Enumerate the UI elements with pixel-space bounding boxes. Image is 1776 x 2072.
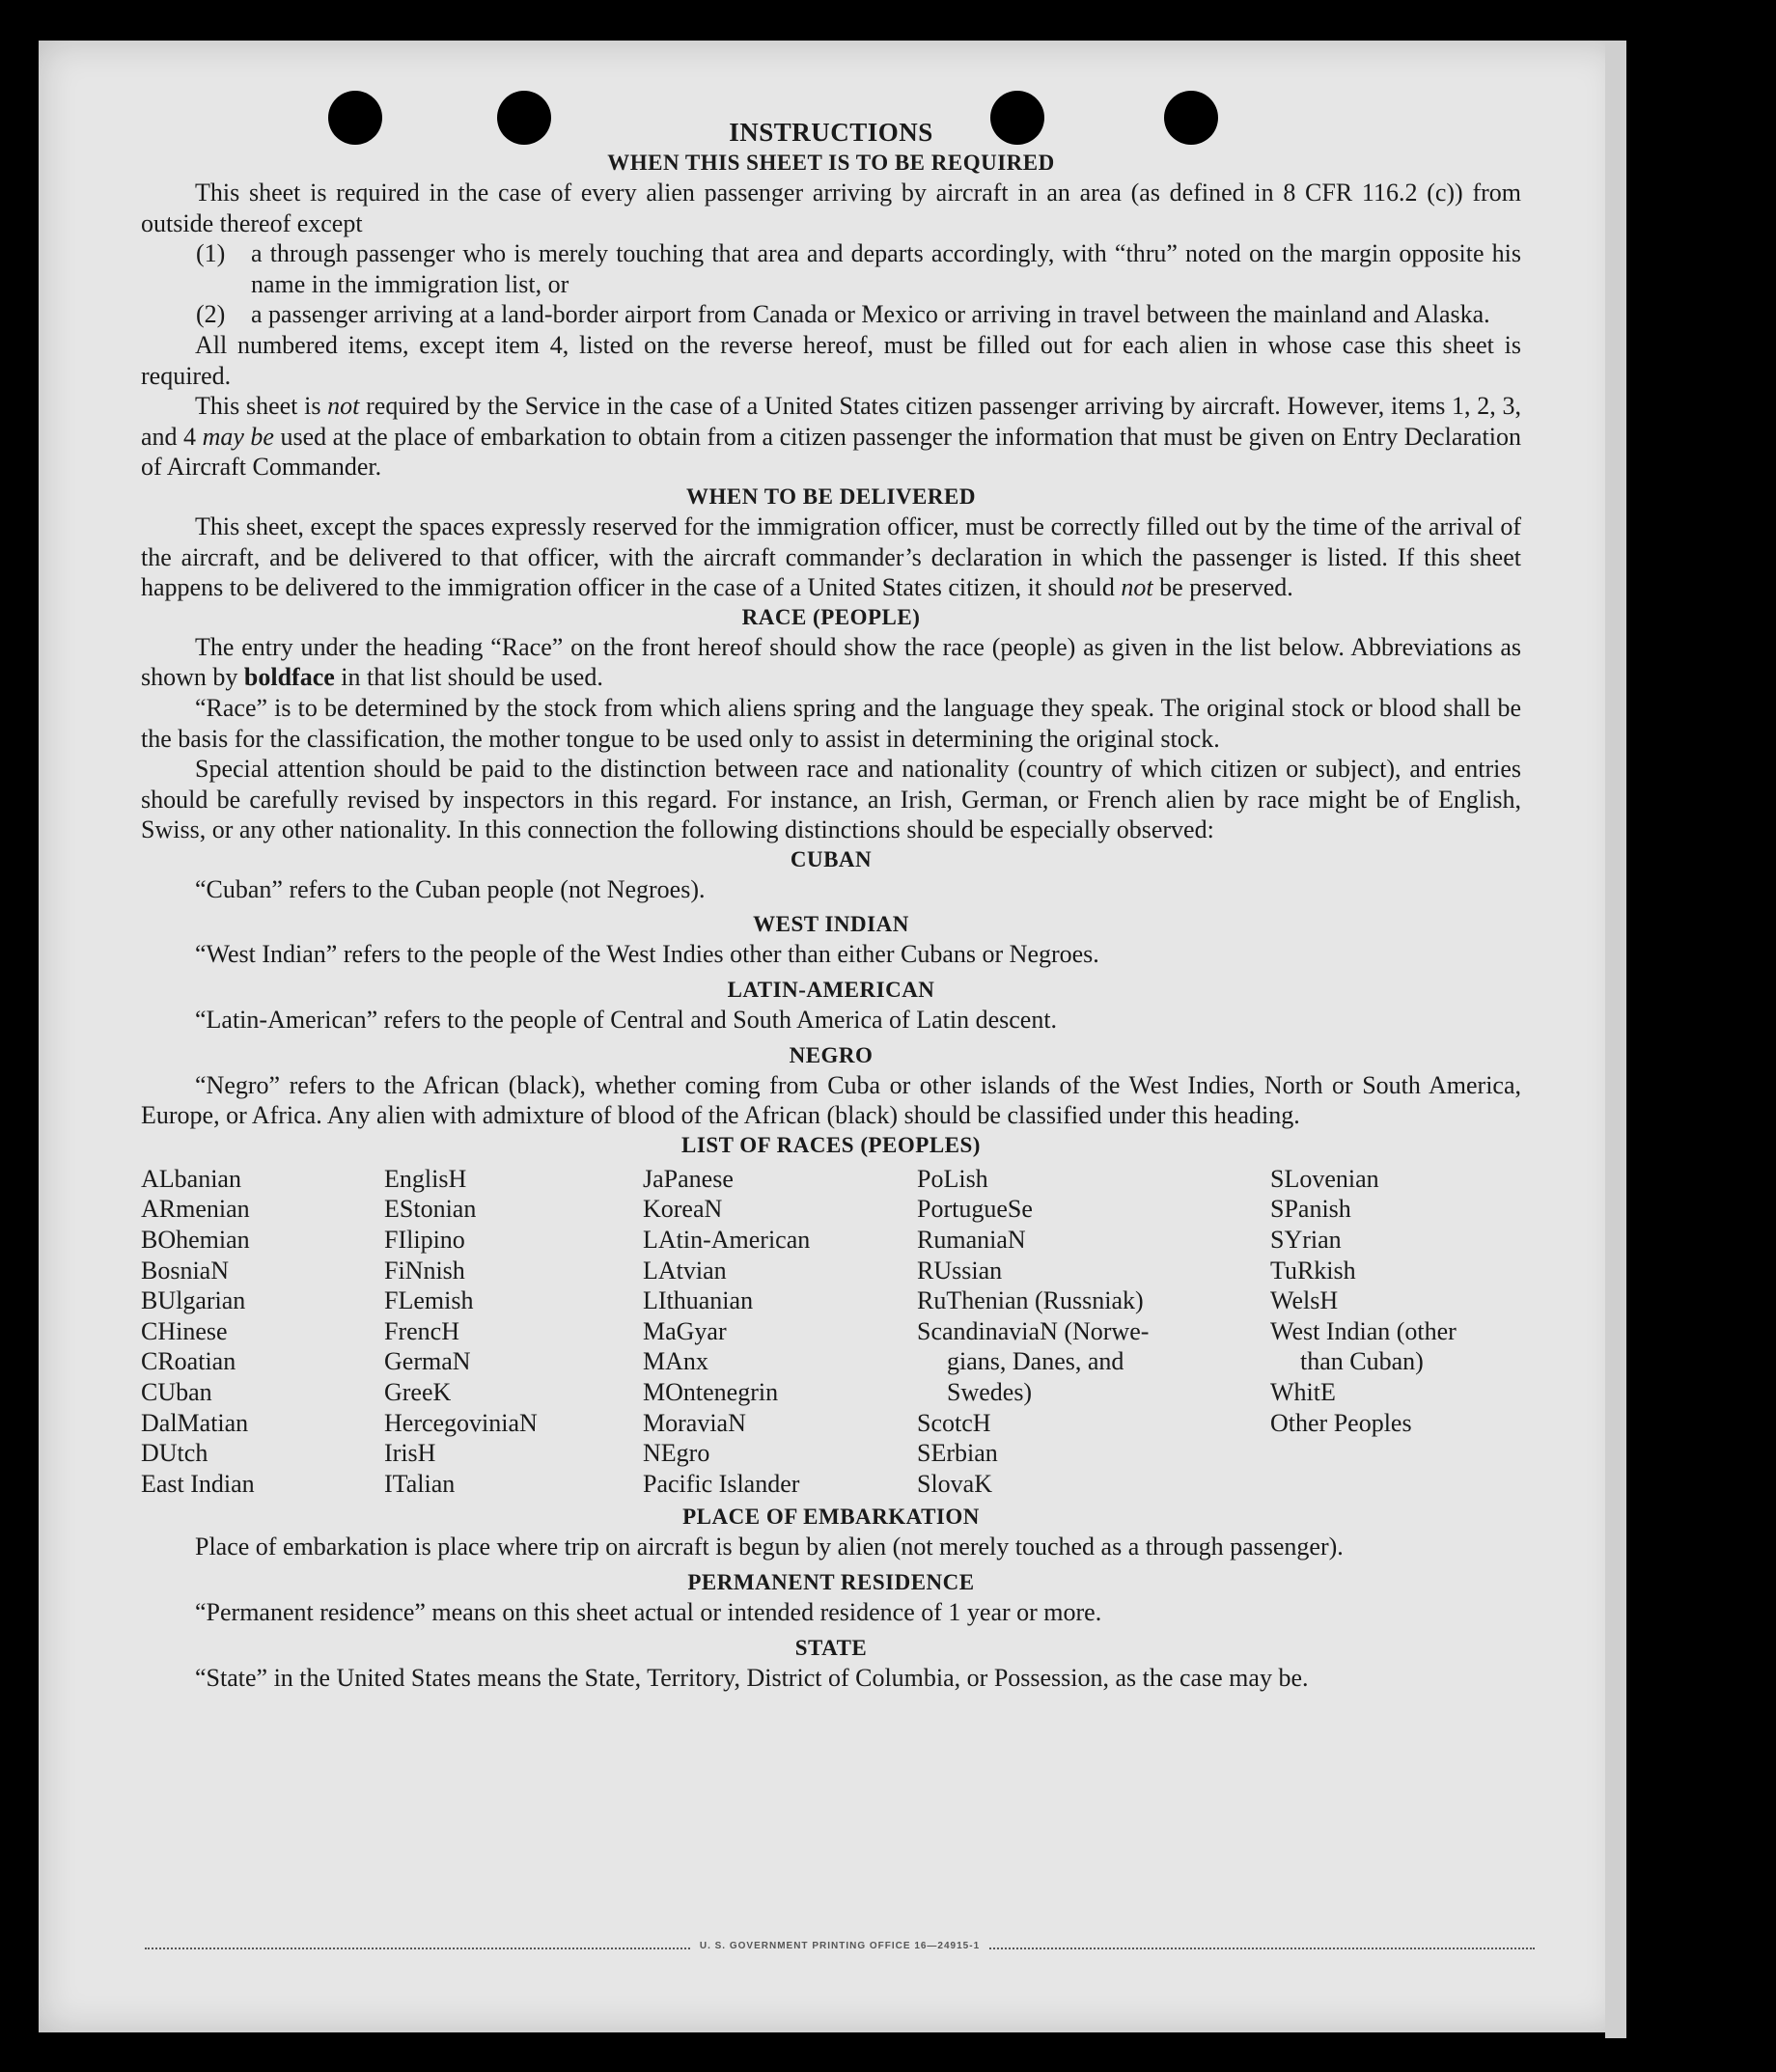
races-list xyxy=(141,1164,1521,1500)
race-entry: TuRkish xyxy=(1270,1256,1356,1285)
race-entry: DalMatian xyxy=(141,1408,249,1437)
race-entry: MOntenegrin xyxy=(643,1378,779,1406)
race-entry: PoLish xyxy=(917,1164,988,1193)
race-entry: FLemish xyxy=(384,1286,474,1315)
race-entry: JaPanese xyxy=(643,1164,734,1193)
races-column-1 xyxy=(141,1164,384,1500)
race-entry: BUlgarian xyxy=(141,1286,246,1315)
race-entry: MAnx xyxy=(643,1347,708,1376)
races-column-5 xyxy=(1270,1164,1521,1500)
race-entry: RuThenian (Russniak) xyxy=(917,1286,1144,1315)
race-entry: BOhemian xyxy=(141,1226,250,1255)
item-text: a through passenger who is merely touching that area and departs accordingly, with “thru” noted on the margin opposite his name in the immigration list, or xyxy=(251,239,1521,298)
heading-list-of-races: LIST OF RACES (PEOPLES) xyxy=(681,1132,981,1157)
delivery-paragraph: This sheet, except the spaces expressly reserved for the immigration officer, must be correctly filled out by the time of the arrival of the aircraft, and be delivered to that officer, with the aircraft commander’s declaration in which the passenger is listed. If this sheet happens to be delivered to the immigration officer in the case of a United States citizen, it should not be preserved. xyxy=(141,511,1521,602)
race-entry: Pacific Islander xyxy=(643,1469,800,1498)
race-paragraph-3: Special attention should be paid to the distinction between race and nationality (country of which citizen or subject), and entries should be carefully revised by inspectors in this regard. For instance, an Irish, German, or French alien by race might be of English, Swiss, or any other nationality. In this connection the following distinctions should be especially observed: xyxy=(141,755,1521,844)
race-entry: PortugueSe xyxy=(917,1195,1033,1224)
numbered-items-paragraph: All numbered items, except item 4, listed on the reverse hereof, must be filled out for each alien in whose case this sheet is required. xyxy=(141,330,1521,390)
heading-place-of-embarkation: PLACE OF EMBARKATION xyxy=(682,1505,980,1530)
race-entry: ITalian xyxy=(384,1469,456,1498)
race-entry: MoraviaN xyxy=(643,1408,746,1437)
race-paragraph-2: “Race” is to be determined by the stock from which aliens spring and the language they speak. The original stock or blood shall be the basis for the classification, the mother tongue to be used only to assist in determining the original stock. xyxy=(141,693,1521,753)
cuban-definition: “Cuban” refers to the Cuban people (not Negroes). xyxy=(195,874,706,903)
race-entry: CUban xyxy=(141,1378,212,1406)
paper-edge xyxy=(1605,41,1626,2038)
race-entry: SErbian xyxy=(917,1439,998,1468)
race-entry: NEgro xyxy=(643,1439,710,1468)
heading-when-required: WHEN THIS SHEET IS TO BE REQUIRED xyxy=(607,151,1055,175)
race-entry: GreeK xyxy=(384,1378,452,1406)
citizen-paragraph: This sheet is not required by the Service in the case of a United States citizen passenger arriving by aircraft. However, items 1, 2, 3, and 4 may be used at the place of embarkation to obtain from a citizen passenger the information that must be given on Entry Declaration of Aircraft Commander. xyxy=(141,392,1521,482)
race-entry: SlovaK xyxy=(917,1469,992,1498)
race-entry: Other Peoples xyxy=(1270,1408,1412,1437)
races-column-3 xyxy=(643,1164,917,1500)
heading-west-indian: WEST INDIAN xyxy=(753,912,909,937)
instructions-document xyxy=(141,116,1521,1693)
races-column-2 xyxy=(384,1164,643,1500)
races-column-4 xyxy=(917,1164,1270,1500)
race-entry: ScandinaviaN (Norwe- xyxy=(917,1316,1150,1345)
race-entry: DUtch xyxy=(141,1439,208,1468)
race-entry: LIthuanian xyxy=(643,1286,754,1315)
race-entry: EStonian xyxy=(384,1195,477,1224)
race-entry: SYrian xyxy=(1270,1226,1342,1255)
race-entry: WelsH xyxy=(1270,1286,1339,1315)
exception-item-1 xyxy=(196,238,1521,299)
state-definition: “State” in the United States means the State, Territory, District of Columbia, or Possession, as the case may be. xyxy=(195,1663,1309,1692)
heading-race: RACE (PEOPLE) xyxy=(741,604,921,629)
heading-permanent-residence: PERMANENT RESIDENCE xyxy=(687,1569,975,1594)
race-entry: EnglisH xyxy=(384,1164,467,1193)
race-entry-continued: Swedes) xyxy=(947,1378,1033,1406)
race-entry: FIlipino xyxy=(384,1226,465,1255)
race-entry: FiNnish xyxy=(384,1256,465,1285)
heading-state: STATE xyxy=(794,1635,868,1660)
heading-when-delivered: WHEN TO BE DELIVERED xyxy=(686,483,976,509)
race-entry: FrencH xyxy=(384,1316,459,1345)
race-entry: ARmenian xyxy=(141,1195,250,1224)
race-entry: IrisH xyxy=(384,1439,436,1468)
heading-negro: NEGRO xyxy=(789,1042,874,1067)
race-entry: WhitE xyxy=(1270,1378,1336,1406)
item-number: (1) xyxy=(196,239,226,268)
race-paragraph-1: The entry under the heading “Race” on the front hereof should show the race (people) as given in the list below. Abbreviations as shown by boldface in that list should be used. xyxy=(141,632,1521,692)
negro-definition: “Negro” refers to the African (black), whether coming from Cuba or other islands of the West Indies, North or South America, Europe, or Africa. Any alien with admixture of blood of the African (black) should be classified under this heading. xyxy=(141,1070,1521,1130)
printer-imprint: U. S. GOVERNMENT PRINTING OFFICE 16—24915-1 xyxy=(145,1948,1535,1960)
race-entry-continued: gians, Danes, and xyxy=(947,1347,1124,1376)
embarkation-definition: Place of embarkation is place where trip on aircraft is begun by alien (not merely touched as a through passenger). xyxy=(195,1533,1344,1561)
item-number: (2) xyxy=(196,300,226,329)
race-entry: RUssian xyxy=(917,1256,1003,1285)
west-indian-definition: “West Indian” refers to the people of the West Indies other than either Cubans or Negroes. xyxy=(195,940,1099,969)
heading-latin-american: LATIN-AMERICAN xyxy=(727,978,935,1003)
race-entry: ScotcH xyxy=(917,1408,991,1437)
required-intro: This sheet is required in the case of every alien passenger arriving by aircraft in an area (as defined in 8 CFR 116.2 (c)) from outside thereof except xyxy=(141,179,1521,237)
race-entry: LAtvian xyxy=(643,1256,727,1285)
latin-american-definition: “Latin-American” refers to the people of Central and South America of Latin descent. xyxy=(195,1006,1058,1035)
item-text: a passenger arriving at a land-border airport from Canada or Mexico or arriving in travel between the mainland and Alaska. xyxy=(251,300,1490,329)
race-entry: KoreaN xyxy=(643,1195,723,1224)
document-title: INSTRUCTIONS xyxy=(729,118,933,147)
race-entry: HercegoviniaN xyxy=(384,1408,538,1437)
race-entry: RumaniaN xyxy=(917,1226,1026,1255)
race-entry: CRoatian xyxy=(141,1347,236,1376)
race-entry-continued: than Cuban) xyxy=(1300,1347,1424,1376)
race-entry: MaGyar xyxy=(643,1316,727,1345)
race-entry: LAtin-American xyxy=(643,1226,811,1255)
residence-definition: “Permanent residence” means on this sheet actual or intended residence of 1 year or more. xyxy=(195,1597,1102,1626)
race-entry: East Indian xyxy=(141,1469,255,1498)
race-entry: SLovenian xyxy=(1270,1164,1379,1193)
race-entry: West Indian (other xyxy=(1270,1316,1457,1345)
race-entry: BosniaN xyxy=(141,1256,229,1285)
heading-cuban: CUBAN xyxy=(790,846,873,871)
race-entry: SPanish xyxy=(1270,1195,1351,1224)
race-entry: GermaN xyxy=(384,1347,471,1376)
race-entry: CHinese xyxy=(141,1316,228,1345)
race-entry: ALbanian xyxy=(141,1164,241,1193)
exception-item-2 xyxy=(196,299,1521,330)
